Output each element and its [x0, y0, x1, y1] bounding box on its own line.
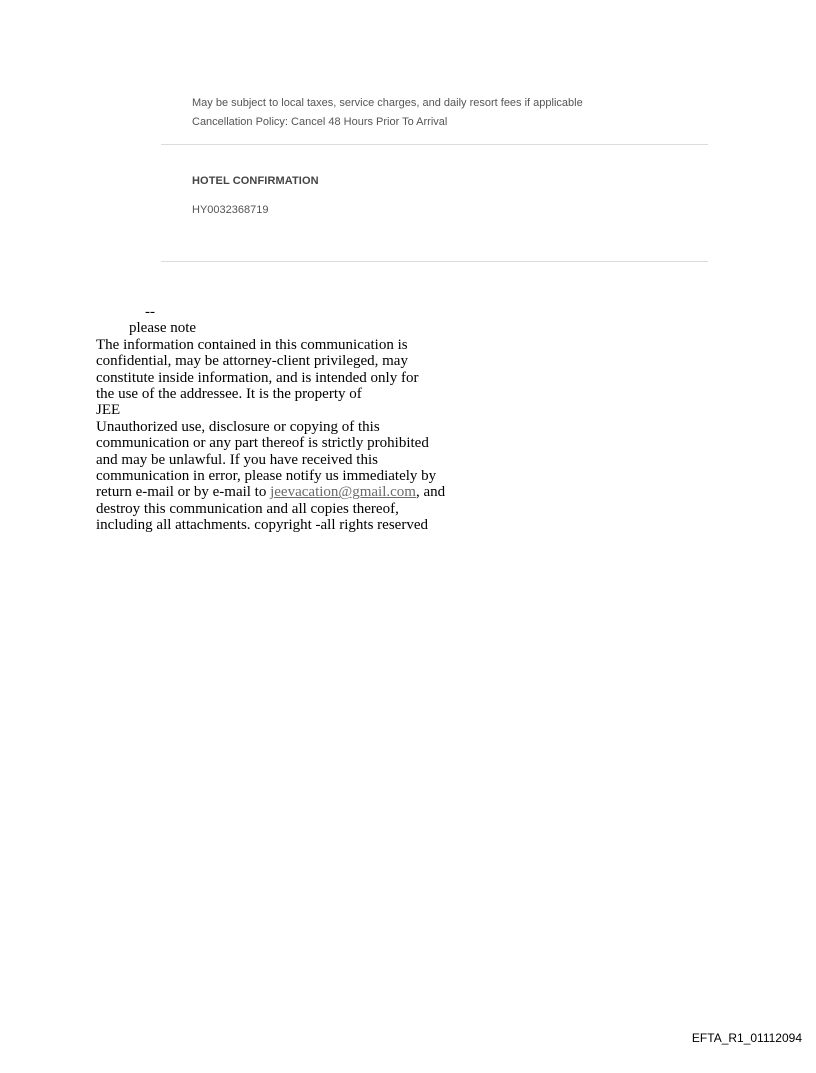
disclaimer-line: communication or any part thereof is strictly prohibited: [96, 435, 429, 452]
taxes-note: May be subject to local taxes, service charges, and daily resort fees if applicable: [192, 97, 583, 109]
hotel-confirmation-number: HY0032368719: [192, 204, 269, 216]
cancellation-policy: Cancellation Policy: Cancel 48 Hours Prior To Arrival: [192, 116, 448, 128]
email-suffix: , and: [415, 484, 446, 501]
please-note-heading: please note: [129, 320, 197, 337]
disclaimer-line: confidential, may be attorney-client privileged, may: [96, 353, 408, 370]
disclaimer-line: destroy this communication and all copies thereof,: [96, 500, 399, 517]
disclaimer-line: JEE: [96, 402, 121, 419]
email-link[interactable]: jeevacation@gmail.com: [270, 484, 416, 501]
disclaimer-line: and may be unlawful. If you have received this: [96, 451, 378, 468]
signature-separator: --: [145, 304, 155, 320]
email-prefix: return e-mail or by e-mail to: [96, 484, 271, 501]
disclaimer-line: the use of the addressee. It is the property of: [96, 386, 362, 403]
disclaimer-line: including all attachments. copyright -all rights reserved: [96, 517, 428, 534]
booking-terms: [161, 94, 708, 132]
divider: [161, 261, 708, 262]
hotel-confirmation-heading: HOTEL CONFIRMATION: [192, 175, 319, 187]
disclaimer-line: constitute inside information, and is intended only for: [96, 369, 419, 386]
disclaimer-line: Unauthorized use, disclosure or copying of this: [96, 418, 380, 435]
disclaimer-line-email: [96, 484, 496, 500]
email-disclaimer: [96, 304, 496, 534]
hotel-confirmation-block: [161, 145, 708, 231]
disclaimer-line: The information contained in this communication is: [96, 336, 408, 353]
disclaimer-line: communication in error, please notify us immediately by: [96, 468, 437, 485]
booking-details: [161, 94, 708, 262]
document-id: EFTA_R1_01112094: [691, 1031, 802, 1045]
